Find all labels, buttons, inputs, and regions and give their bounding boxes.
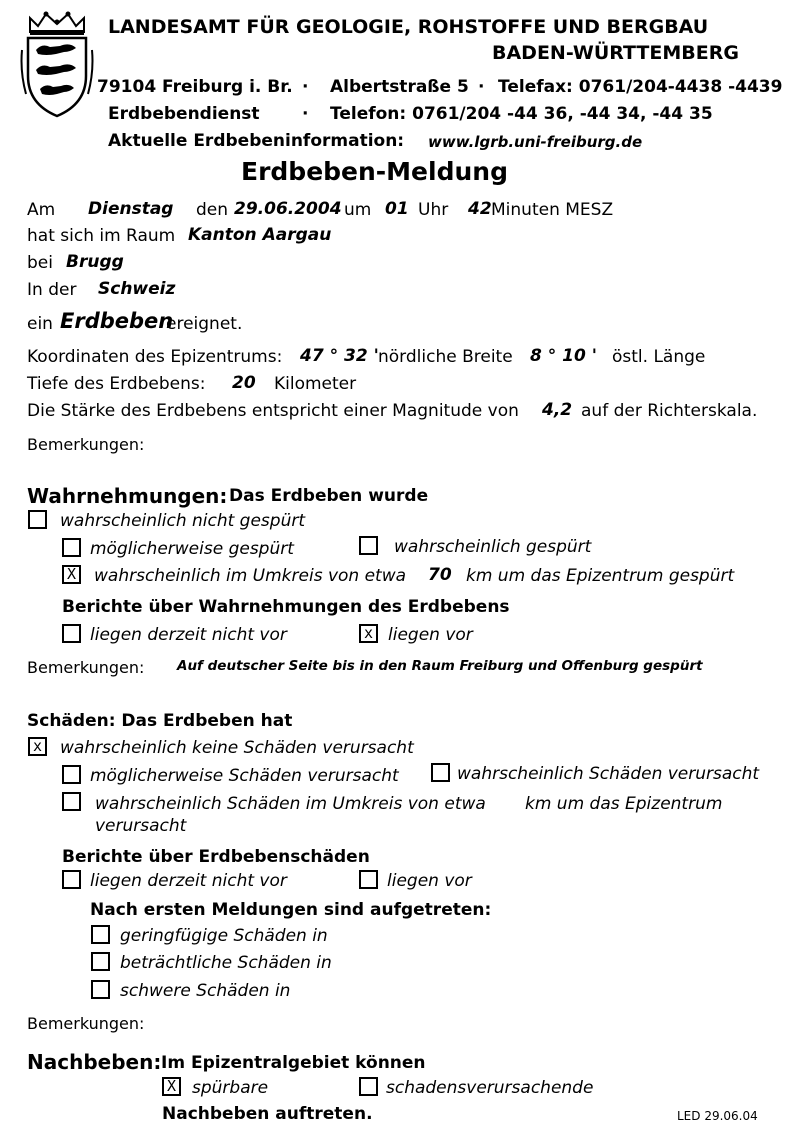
um-label: um bbox=[344, 200, 372, 220]
aftershocks-subheading: Im Epizentralgebiet können bbox=[161, 1053, 426, 1073]
minor-damage-checkbox[interactable] bbox=[91, 925, 110, 944]
first-reports-heading: Nach ersten Meldungen sind aufgetreten: bbox=[90, 900, 492, 920]
am-label: Am bbox=[27, 200, 56, 220]
probably-damage-label: wahrscheinlich Schäden verursacht bbox=[457, 764, 760, 784]
event-type-value: Erdbeben bbox=[60, 309, 174, 333]
severe-damage-label: schwere Schäden in bbox=[120, 981, 291, 1001]
damage-radius-suffix: km um das Epizentrum bbox=[525, 794, 723, 814]
possibly-damage-label: möglicherweise Schäden verursacht bbox=[90, 766, 399, 786]
possibly-felt-checkbox[interactable] bbox=[62, 538, 81, 557]
felt-radius-value: 70 bbox=[428, 565, 452, 585]
damage-reports-none-checkbox[interactable] bbox=[62, 870, 81, 889]
felt-radius-suffix: km um das Epizentrum gespürt bbox=[466, 566, 735, 586]
header-bullet: · bbox=[302, 77, 309, 97]
latitude-label: nördliche Breite bbox=[378, 347, 513, 367]
probably-felt-label: wahrscheinlich gespürt bbox=[394, 537, 592, 557]
damage-reports-heading: Berichte über Erdbebenschäden bbox=[62, 847, 370, 867]
coat-of-arms-icon bbox=[20, 10, 94, 118]
perception-remarks-label: Bemerkungen: bbox=[27, 658, 145, 677]
country-value: Schweiz bbox=[98, 279, 176, 299]
damage-reports-present-checkbox[interactable] bbox=[359, 870, 378, 889]
depth-label: Tiefe des Erdbebens: bbox=[27, 374, 206, 394]
probably-felt-checkbox[interactable] bbox=[359, 536, 378, 555]
damage-heading: Schäden: Das Erdbeben hat bbox=[27, 711, 293, 731]
minor-damage-label: geringfügige Schäden in bbox=[120, 926, 328, 946]
perception-reports-none-label: liegen derzeit nicht vor bbox=[90, 625, 287, 645]
damage-radius-checkbox[interactable] bbox=[62, 792, 81, 811]
region-value: Kanton Aargau bbox=[188, 225, 332, 245]
latitude-value: 47 ° 32 ' bbox=[300, 346, 379, 366]
phone-number: Telefon: 0761/204 -44 36, -44 34, -44 35 bbox=[330, 104, 713, 124]
aftershocks-heading: Nachbeben: bbox=[27, 1050, 162, 1074]
header-bullet: · bbox=[478, 77, 485, 97]
perception-reports-none-checkbox[interactable] bbox=[62, 624, 81, 643]
in-der-label: In der bbox=[27, 280, 77, 300]
considerable-damage-checkbox[interactable] bbox=[91, 952, 110, 971]
possibly-felt-label: möglicherweise gespürt bbox=[90, 539, 294, 559]
perception-reports-present-label: liegen vor bbox=[388, 625, 473, 645]
uhr-label: Uhr bbox=[418, 200, 449, 220]
damaging-aftershocks-label: schadensverursachende bbox=[386, 1078, 594, 1098]
perception-reports-heading: Berichte über Wahrnehmungen des Erdbebens bbox=[62, 597, 510, 617]
longitude-value: 8 ° 10 ' bbox=[530, 346, 597, 366]
date-value: 29.06.2004 bbox=[234, 199, 342, 219]
service-name: Erdbebendienst bbox=[108, 104, 260, 124]
perception-remarks-value: Auf deutscher Seite bis in den Raum Freiburg und Offenburg gespürt bbox=[177, 658, 703, 674]
bei-label: bei bbox=[27, 253, 53, 273]
not-felt-label: wahrscheinlich nicht gespürt bbox=[60, 511, 306, 531]
minutes-label: Minuten MESZ bbox=[491, 200, 614, 220]
noticeable-aftershocks-label: spürbare bbox=[192, 1078, 269, 1098]
damage-radius-label: wahrscheinlich Schäden im Umkreis von etwa bbox=[95, 794, 486, 814]
agency-name-line2: BADEN-WÜRTTEMBERG bbox=[492, 42, 739, 64]
hour-value: 01 bbox=[385, 199, 409, 219]
event-remarks-label: Bemerkungen: bbox=[27, 435, 145, 454]
aftershocks-closing: Nachbeben auftreten. bbox=[162, 1104, 373, 1124]
header-bullet: · bbox=[302, 104, 309, 124]
perception-heading: Wahrnehmungen: bbox=[27, 484, 228, 508]
footer-code: LED 29.06.04 bbox=[677, 1109, 758, 1123]
fax-number: Telefax: 0761/204-4438 -4439 bbox=[498, 77, 783, 97]
coordinates-label: Koordinaten des Epizentrums: bbox=[27, 347, 283, 367]
noticeable-aftershocks-checkbox[interactable]: X bbox=[162, 1077, 181, 1096]
damage-remarks-label: Bemerkungen: bbox=[27, 1014, 145, 1033]
damage-radius-suffix2: verursacht bbox=[95, 816, 187, 836]
agency-name-line1: LANDESAMT FÜR GEOLOGIE, ROHSTOFFE UND BERGBAU bbox=[108, 16, 709, 38]
considerable-damage-label: beträchtliche Schäden in bbox=[120, 953, 332, 973]
not-felt-checkbox[interactable] bbox=[28, 510, 47, 529]
raum-label: hat sich im Raum bbox=[27, 226, 176, 246]
possibly-damage-checkbox[interactable] bbox=[62, 765, 81, 784]
no-damage-label: wahrscheinlich keine Schäden verursacht bbox=[60, 738, 414, 758]
longitude-label: östl. Länge bbox=[612, 347, 706, 367]
ein-label: ein bbox=[27, 314, 53, 334]
minute-value: 42 bbox=[468, 199, 492, 219]
info-label: Aktuelle Erdbebeninformation: bbox=[108, 131, 405, 151]
damage-reports-present-label: liegen vor bbox=[387, 871, 472, 891]
page-title: Erdbeben-Meldung bbox=[241, 157, 508, 186]
damage-reports-none-label: liegen derzeit nicht vor bbox=[90, 871, 287, 891]
felt-radius-checkbox[interactable]: X bbox=[62, 565, 81, 584]
magnitude-suffix: auf der Richterskala. bbox=[581, 401, 758, 421]
den-label: den bbox=[196, 200, 229, 220]
depth-value: 20 bbox=[232, 373, 256, 393]
info-url-link[interactable]: www.lgrb.uni-freiburg.de bbox=[428, 133, 643, 151]
no-damage-checkbox[interactable]: x bbox=[28, 737, 47, 756]
address-street: Albertstraße 5 bbox=[330, 77, 469, 97]
depth-unit: Kilometer bbox=[274, 374, 357, 394]
magnitude-value: 4,2 bbox=[542, 400, 573, 420]
magnitude-label: Die Stärke des Erdbebens entspricht einer Magnitude von bbox=[27, 401, 519, 421]
ereignet-label: ereignet. bbox=[166, 314, 243, 334]
address-city: 79104 Freiburg i. Br. bbox=[97, 77, 293, 97]
damaging-aftershocks-checkbox[interactable] bbox=[359, 1077, 378, 1096]
felt-radius-label: wahrscheinlich im Umkreis von etwa bbox=[94, 566, 407, 586]
severe-damage-checkbox[interactable] bbox=[91, 980, 110, 999]
place-value: Brugg bbox=[66, 252, 124, 272]
weekday-value: Dienstag bbox=[88, 199, 174, 219]
probably-damage-checkbox[interactable] bbox=[431, 763, 450, 782]
perception-reports-present-checkbox[interactable]: x bbox=[359, 624, 378, 643]
perception-subheading: Das Erdbeben wurde bbox=[229, 486, 429, 506]
